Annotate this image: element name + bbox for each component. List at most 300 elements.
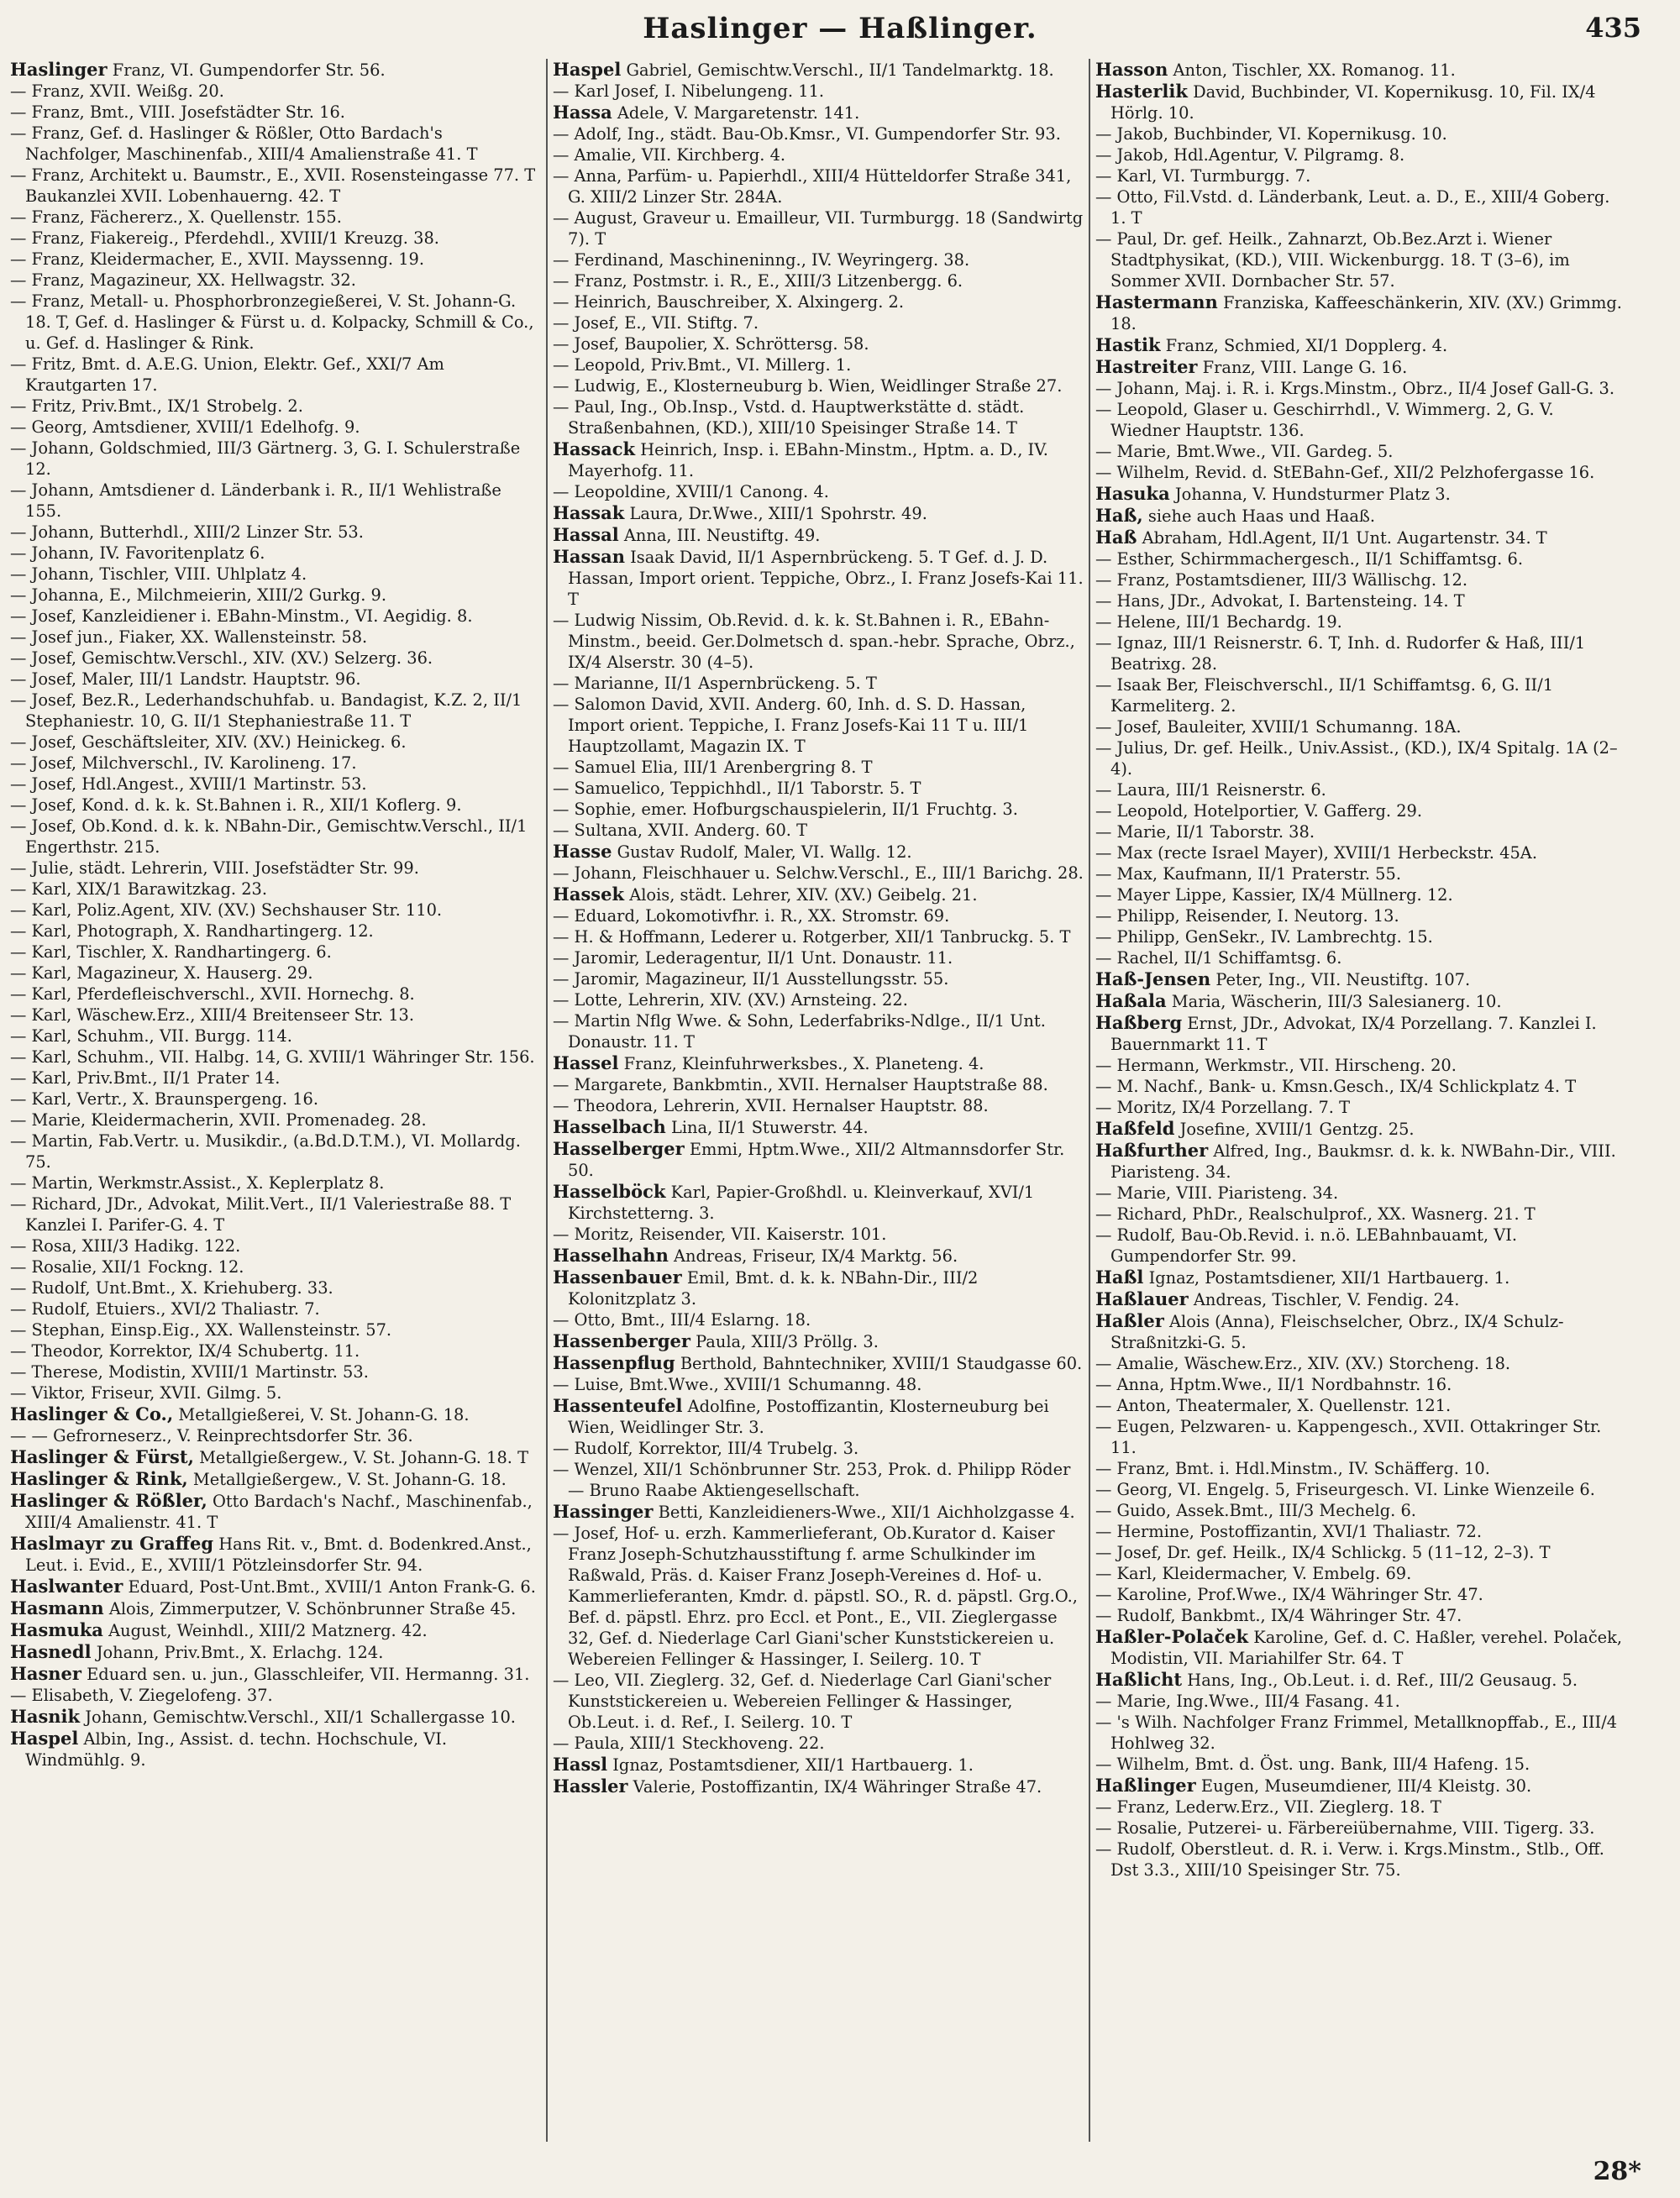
entry-details: — Johann, Amtsdiener d. Länderbank i. R., II/1 Wehlistraße 155. <box>10 480 501 521</box>
entry-surname: Hassenpflug <box>553 1352 675 1373</box>
entry-details: — Johanna, E., Milchmeierin, XIII/2 Gurkg. 9. <box>10 585 387 605</box>
entry-details: Gustav Rudolf, Maler, VI. Wallg. 12. <box>617 842 912 862</box>
directory-entry <box>10 354 541 396</box>
entry-surname: Hasuka <box>1095 483 1170 504</box>
directory-entry <box>10 585 541 606</box>
directory-entry <box>1095 123 1626 144</box>
entry-details: — Karl, XIX/1 Barawitzkag. 23. <box>10 879 268 899</box>
entry-details: — Franz, Lederw.Erz., VII. Zieglerg. 18. T <box>1095 1797 1441 1817</box>
directory-entry <box>10 417 541 438</box>
entry-details: — Franz, Bmt. i. Hdl.Minstm., IV. Schäfferg. 10. <box>1095 1459 1490 1478</box>
directory-entry <box>10 1619 541 1641</box>
entry-details: Alois (Anna), Fleischselcher, Obrz., IX/4 Schulz-Straßnitzki-G. 5. <box>1110 1312 1564 1352</box>
entry-details: Ignaz, Postamtsdiener, XII/1 Hartbauerg. 1. <box>1148 1268 1510 1288</box>
entry-surname: Haßfurther <box>1095 1140 1209 1161</box>
entry-details: Berthold, Bahntechniker, XVIII/1 Staudgasse 60. <box>680 1354 1083 1373</box>
directory-entry <box>10 1706 541 1728</box>
directory-entry <box>1095 926 1626 947</box>
directory-entry <box>10 1193 541 1235</box>
entry-details: — Viktor, Friseur, XVII. Gilmg. 5. <box>10 1383 282 1403</box>
directory-entry <box>553 207 1084 249</box>
entry-details: Adolfine, Postoffizantin, Klosterneuburg bei Wien, Weidlinger Str. 3. <box>568 1397 1049 1437</box>
entry-surname: Haßl <box>1095 1267 1144 1288</box>
entry-details: — Ferdinand, Maschineninng., IV. Weyringerg. 38. <box>553 250 970 270</box>
entry-details: — Eduard, Lokomotivfhr. i. R., XX. Stromstr. 69. <box>553 906 950 926</box>
directory-entry <box>10 249 541 270</box>
entry-details: — Marianne, II/1 Aspernbrückeng. 5. T <box>553 674 877 693</box>
directory-entry <box>10 1130 541 1172</box>
entry-surname: Hasmuka <box>10 1619 103 1640</box>
directory-entry <box>553 757 1084 778</box>
directory-entry <box>1095 399 1626 441</box>
directory-entry <box>553 144 1084 165</box>
entry-details: — Hans, JDr., Advokat, I. Bartensteing. 14. T <box>1095 591 1465 611</box>
entry-details: — Leo, VII. Zieglerg. 32, Gef. d. Niederlage Carl Giani'scher Kunststickereien u. Webereien Fellinger & Hassinger, Ob.Leut. i. d. Ref., I. Seilerg. 10. T <box>553 1671 1052 1732</box>
entry-details: — Isaak Ber, Fleischverschl., II/1 Schiffamtsg. 6, G. II/1 Karmeliterg. 2. <box>1095 675 1554 716</box>
directory-entry <box>10 963 541 984</box>
directory-entry <box>10 1382 541 1403</box>
entry-surname: Haslinger <box>10 59 108 80</box>
entry-details: — Anton, Theatermaler, X. Quellenstr. 121. <box>1095 1396 1452 1415</box>
directory-entry <box>1095 884 1626 905</box>
directory-entry <box>10 858 541 879</box>
directory-entry <box>10 1446 541 1468</box>
directory-entry <box>10 1256 541 1277</box>
entry-surname: Haslinger & Rößler, <box>10 1490 207 1511</box>
directory-entry <box>1095 905 1626 926</box>
directory-entry <box>553 841 1084 863</box>
entry-details: — Josef, Geschäftsleiter, XIV. (XV.) Heinickeg. 6. <box>10 732 407 752</box>
entry-surname: Hassek <box>553 884 625 905</box>
directory-entry <box>553 1074 1084 1095</box>
directory-entry <box>10 1685 541 1706</box>
entry-details: — Richard, JDr., Advokat, Milit.Vert., II/1 Valeriestraße 88. T Kanzlei I. Parifer-G. 4. T <box>10 1194 512 1235</box>
entry-surname: Hassenberger <box>553 1330 690 1351</box>
entry-surname: Haslwanter <box>10 1576 123 1597</box>
directory-entry <box>10 816 541 858</box>
entry-surname: Hasterlik <box>1095 81 1188 102</box>
entry-details: — Josef, Hdl.Angest., XVIII/1 Martinstr. 53. <box>10 774 367 794</box>
directory-entry <box>553 1267 1084 1309</box>
directory-entry <box>553 820 1084 841</box>
entry-details: — Josef, Kanzleidiener i. EBahn-Minstm., VI. Aegidig. 8. <box>10 606 473 626</box>
entry-details: — Heinrich, Bauschreiber, X. Alxingerg. 2. <box>553 292 905 312</box>
entry-details: Emil, Bmt. d. k. k. NBahn-Dir., III/2 Kolonitzplatz 3. <box>568 1268 979 1309</box>
directory-entry <box>10 1663 541 1685</box>
entry-details: — Leopold, Hotelportier, V. Gafferg. 29. <box>1095 801 1423 821</box>
entry-details: Otto Bardach's Nachf., Maschinenfab., XIII/4 Amalienstr. 41. T <box>25 1492 533 1532</box>
directory-entry <box>553 123 1084 144</box>
entry-surname: Hassa <box>553 102 612 123</box>
entry-surname: Hasselhahn <box>553 1245 669 1266</box>
entry-details: Maria, Wäscherin, III/3 Salesianerg. 10. <box>1171 992 1502 1011</box>
entry-details: Eduard sen. u. jun., Glasschleifer, VII. Hermanng. 31. <box>87 1665 530 1684</box>
directory-entry <box>553 968 1084 989</box>
directory-entry <box>553 524 1084 546</box>
entry-details: Eduard, Post-Unt.Bmt., XVIII/1 Anton Frank-G. 6. <box>128 1577 536 1597</box>
directory-entry <box>553 1010 1084 1052</box>
entry-surname: Hastermann <box>1095 291 1218 312</box>
entry-details: — Josef, Gemischtw.Verschl., XIV. (XV.) Selzerg. 36. <box>10 648 433 668</box>
entry-details: — — Gefrorneserz., V. Reinprechtsdorfer Str. 36. <box>10 1426 413 1445</box>
entry-details: Emmi, Hptm.Wwe., XII/2 Altmannsdorfer Str. 50. <box>568 1140 1065 1180</box>
directory-entry <box>553 1395 1084 1438</box>
entry-surname: Haßlauer <box>1095 1288 1189 1309</box>
entry-details: — Johann, IV. Favoritenplatz 6. <box>10 543 265 563</box>
entry-details: Gabriel, Gemischtw.Verschl., II/1 Tandelmarktg. 18. <box>626 60 1054 80</box>
directory-entry <box>1095 779 1626 800</box>
entry-details: Alois, städt. Lehrer, XIV. (XV.) Geibelg. 21. <box>629 885 978 905</box>
entry-surname: Haß, <box>1095 505 1143 526</box>
entry-surname: Hassack <box>553 438 636 459</box>
directory-entry <box>10 648 541 669</box>
directory-entry <box>1095 1563 1626 1584</box>
directory-entry <box>553 102 1084 123</box>
entry-surname: Haß <box>1095 527 1137 548</box>
directory-entry <box>10 1576 541 1597</box>
entry-details: Josefine, XVIII/1 Gentzg. 25. <box>1179 1120 1415 1139</box>
directory-entry <box>1095 674 1626 716</box>
entry-surname: Hasnik <box>10 1706 81 1727</box>
entry-details: Anna, III. Neustiftg. 49. <box>623 526 821 545</box>
entry-surname: Hassl <box>553 1754 608 1775</box>
entry-details: — Karl, Wäschew.Erz., XIII/4 Breitenseer Str. 13. <box>10 1005 415 1025</box>
entry-details: — Josef, E., VII. Stiftg. 7. <box>553 313 759 333</box>
entry-details: — Karl, Poliz.Agent, XIV. (XV.) Sechshauser Str. 110. <box>10 900 443 920</box>
entry-details: Franz, VI. Gumpendorfer Str. 56. <box>112 60 386 80</box>
entry-details: — Margarete, Bankbmtin., XVII. Hernalser Hauptstraße 88. <box>553 1075 1048 1094</box>
entry-details: — Karl, Photograph, X. Randhartingerg. 12. <box>10 921 374 941</box>
directory-entry <box>553 863 1084 884</box>
directory-entry <box>10 900 541 921</box>
directory-entry <box>1095 1012 1626 1055</box>
entry-details: — Karl, Schuhm., VII. Burgg. 114. <box>10 1026 292 1046</box>
entry-details: — Fritz, Priv.Bmt., IX/1 Strobelg. 2. <box>10 396 303 416</box>
entry-details: — Franz, Postmstr. i. R., E., XIII/3 Litzenbergg. 6. <box>553 271 963 291</box>
directory-entry <box>553 1116 1084 1138</box>
entry-surname: Haßlicht <box>1095 1669 1183 1690</box>
directory-entry <box>10 270 541 291</box>
entry-details: — Eugen, Pelzwaren- u. Kappengesch., XVII. Ottakringer Str. 11. <box>1095 1417 1602 1457</box>
entry-surname: Haspel <box>553 59 622 80</box>
directory-entry <box>553 438 1084 481</box>
entry-details: — Philipp, Reisender, I. Neutorg. 13. <box>1095 906 1399 926</box>
entry-details: — Franz, XVII. Weißg. 20. <box>10 81 224 101</box>
directory-entry <box>10 669 541 690</box>
entry-details: — Esther, Schirmmachergesch., II/1 Schiffamtsg. 6. <box>1095 549 1523 569</box>
directory-entry <box>10 207 541 228</box>
entry-details: Laura, Dr.Wwe., XIII/1 Spohrstr. 49. <box>629 504 927 523</box>
entry-details: — Guido, Assek.Bmt., III/3 Mechelg. 6. <box>1095 1501 1416 1520</box>
directory-entry <box>10 774 541 795</box>
directory-entry <box>553 502 1084 524</box>
entry-surname: Hasmann <box>10 1597 104 1618</box>
entry-surname: Hasner <box>10 1663 81 1684</box>
entry-details: — Wenzel, XII/1 Schönbrunner Str. 253, Prok. d. Philipp Röder — Bruno Raabe Aktiengesellschaft. <box>553 1460 1071 1500</box>
directory-entry <box>553 1438 1084 1459</box>
entry-details: — Helene, III/1 Bechardg. 19. <box>1095 612 1342 632</box>
entry-surname: Hasselböck <box>553 1181 666 1202</box>
entry-details: — Johann, Goldschmied, III/3 Gärtnerg. 3, G. I. Schulerstraße 12. <box>10 438 521 479</box>
entry-details: — Julie, städt. Lehrerin, VIII. Josefstädter Str. 99. <box>10 858 419 878</box>
directory-entry <box>1095 1712 1626 1754</box>
directory-entry <box>1095 632 1626 674</box>
entry-details: — Marie, Ing.Wwe., III/4 Fasang. 41. <box>1095 1692 1400 1711</box>
entry-details: — Rudolf, Bankbmt., IX/4 Währinger Str. 47. <box>1095 1606 1462 1625</box>
directory-entry <box>10 228 541 249</box>
directory-entry <box>1095 821 1626 842</box>
entry-details: Johann, Gemischtw.Verschl., XII/1 Schallergasse 10. <box>85 1708 516 1727</box>
directory-entry <box>1095 1521 1626 1542</box>
page-number: 435 <box>1585 12 1641 44</box>
entry-details: — Wilhelm, Revid. d. StEBahn-Gef., XII/2 Pelzhofergasse 16. <box>1095 463 1595 482</box>
directory-entry <box>10 1319 541 1340</box>
column-3 <box>1089 59 1631 2142</box>
entry-details: Johann, Priv.Bmt., X. Erlachg. 124. <box>96 1643 384 1662</box>
entry-details: — Hermine, Postoffizantin, XVI/1 Thaliastr. 72. <box>1095 1522 1482 1541</box>
entry-surname: Haßlinger <box>1095 1775 1196 1796</box>
directory-entry <box>1095 165 1626 186</box>
directory-entry <box>553 1138 1084 1181</box>
entry-details: Albin, Ing., Assist. d. techn. Hochschule, VI. Windmühlg. 9. <box>25 1729 448 1770</box>
directory-entry <box>553 1052 1084 1074</box>
entry-details: August, Weinhdl., XIII/2 Matznerg. 42. <box>108 1621 428 1640</box>
entry-surname: Hassel <box>553 1052 619 1073</box>
entry-details: — Josef jun., Fiaker, XX. Wallensteinstr. 58. <box>10 627 368 647</box>
entry-details: Paula, XIII/3 Pröllg. 3. <box>696 1332 879 1351</box>
entry-details: Andreas, Friseur, IX/4 Marktg. 56. <box>674 1246 958 1266</box>
entry-details: Franz, Schmied, XI/1 Dopplerg. 4. <box>1165 336 1448 355</box>
directory-entry <box>553 926 1084 947</box>
entry-details: — Rosalie, XII/1 Fockng. 12. <box>10 1257 244 1277</box>
running-head <box>0 7 1680 54</box>
directory-entry <box>10 690 541 732</box>
entry-details: — Philipp, GenSekr., IV. Lambrechtg. 15. <box>1095 927 1433 947</box>
entry-details: — Amalie, Wäschew.Erz., XIV. (XV.) Storcheng. 18. <box>1095 1354 1511 1373</box>
entry-details: Eugen, Museumdiener, III/4 Kleistg. 30. <box>1200 1776 1532 1796</box>
directory-entry <box>553 1352 1084 1374</box>
directory-entry <box>553 610 1084 673</box>
entry-details: — M. Nachf., Bank- u. Kmsn.Gesch., IX/4 Schlickplatz 4. T <box>1095 1077 1577 1096</box>
directory-entry <box>10 1340 541 1361</box>
directory-entry <box>10 1068 541 1089</box>
directory-entry <box>10 543 541 564</box>
directory-entry <box>1095 1839 1626 1881</box>
directory-entry <box>10 291 541 354</box>
directory-entry <box>10 102 541 123</box>
entry-details: — Adolf, Ing., städt. Bau-Ob.Kmsr., VI. Gumpendorfer Str. 93. <box>553 124 1061 144</box>
entry-details: — Rudolf, Korrektor, III/4 Trubelg. 3. <box>553 1439 859 1458</box>
directory-entry <box>1095 1118 1626 1140</box>
entry-details: — Rosa, XIII/3 Hadikg. 122. <box>10 1236 241 1256</box>
directory-entry <box>10 1089 541 1109</box>
entry-details: — Marie, II/1 Taborstr. 38. <box>1095 822 1315 842</box>
entry-details: — Moritz, Reisender, VII. Kaiserstr. 101. <box>553 1225 887 1244</box>
entry-details: Karl, Papier-Großhdl. u. Kleinverkauf, XVI/1 Kirchstetterng. 3. <box>568 1183 1035 1223</box>
entry-details: Metallgießerei, V. St. Johann-G. 18. <box>178 1405 470 1424</box>
entry-details: — Franz, Bmt., VIII. Josefstädter Str. 16. <box>10 102 345 122</box>
entry-details: — Martin, Fab.Vertr. u. Musikdir., (a.Bd.D.T.M.), VI. Mollardg. 75. <box>10 1131 521 1172</box>
column-2 <box>546 59 1089 2142</box>
directory-entry <box>1095 1310 1626 1353</box>
entry-details: — Martin, Werkmstr.Assist., X. Keplerplatz 8. <box>10 1173 385 1193</box>
entry-details: — Leopold, Priv.Bmt., VI. Millerg. 1. <box>553 355 852 375</box>
entry-details: — Jaromir, Magazineur, II/1 Ausstellungsstr. 55. <box>553 969 949 989</box>
entry-details: Hans Rit. v., Bmt. d. Bodenkred.Anst., Leut. i. Evid., E., XVIII/1 Pötzleinsdorfer Str. 94. <box>25 1534 532 1575</box>
directory-entry <box>553 905 1084 926</box>
entry-details: — Hermann, Werkmstr., VII. Hirscheng. 20. <box>1095 1056 1457 1075</box>
printer-signature: 28* <box>1593 2157 1641 2186</box>
directory-entry <box>1095 1669 1626 1691</box>
directory-entry <box>1095 1797 1626 1818</box>
directory-entry <box>10 795 541 816</box>
directory-entry <box>1095 527 1626 548</box>
directory-entry <box>553 249 1084 270</box>
entry-surname: Hasnedl <box>10 1641 92 1662</box>
entry-details: — Max (recte Israel Mayer), XVIII/1 Herbeckstr. 45A. <box>1095 843 1537 863</box>
directory-entry <box>1095 228 1626 291</box>
directory-entry <box>553 1754 1084 1776</box>
directory-entry <box>553 396 1084 438</box>
entry-details: — Rudolf, Etuiers., XVI/2 Thaliastr. 7. <box>10 1299 320 1319</box>
directory-entry <box>10 165 541 207</box>
entry-details: — Paul, Ing., Ob.Insp., Vstd. d. Hauptwerkstätte d. städt. Straßenbahnen, (KD.), XIII/10 Speisinger Straße 14. T <box>553 397 1025 438</box>
entry-details: — Laura, III/1 Reisnerstr. 6. <box>1095 780 1326 800</box>
entry-surname: Haspel <box>10 1728 79 1749</box>
directory-entry <box>553 333 1084 354</box>
entry-details: — Josef, Dr. gef. Heilk., IX/4 Schlickg. 5 (11–12, 2–3). T <box>1095 1543 1551 1562</box>
entry-details: — Franz, Magazineur, XX. Hellwagstr. 32. <box>10 270 356 290</box>
directory-entry <box>553 1523 1084 1670</box>
directory-entry <box>10 480 541 522</box>
directory-entry <box>553 947 1084 968</box>
directory-entry <box>553 291 1084 312</box>
entry-details: — Jakob, Buchbinder, VI. Kopernikusg. 10. <box>1095 124 1447 144</box>
directory-entry <box>553 1095 1084 1116</box>
directory-entry <box>553 354 1084 375</box>
entry-surname: Hasselberger <box>553 1138 685 1159</box>
directory-entry <box>10 1047 541 1068</box>
entry-details: — Georg, Amtsdiener, XVIII/1 Edelhofg. 9. <box>10 417 360 437</box>
directory-entry <box>1095 59 1626 81</box>
directory-entry <box>553 989 1084 1010</box>
entry-details: — Rudolf, Bau-Ob.Revid. i. n.ö. LEBahnbauamt, VI. Gumpendorfer Str. 99. <box>1095 1225 1518 1266</box>
directory-entry <box>1095 716 1626 737</box>
directory-entry <box>10 1468 541 1490</box>
entry-surname: Haslinger & Rink, <box>10 1468 188 1489</box>
directory-entry <box>1095 441 1626 462</box>
directory-entry <box>553 1733 1084 1754</box>
entry-details: — Johann, Fleischhauer u. Selchw.Verschl., E., III/1 Barichg. 28. <box>553 863 1084 883</box>
entry-details: — Karl, Schuhm., VII. Halbg. 14, G. XVIII/1 Währinger Str. 156. <box>10 1047 535 1067</box>
directory-entry <box>1095 1605 1626 1626</box>
directory-entry <box>10 1425 541 1446</box>
directory-entry <box>553 1181 1084 1224</box>
directory-entry <box>1095 590 1626 611</box>
directory-entry <box>1095 548 1626 569</box>
entry-details: Franziska, Kaffeeschänkerin, XIV. (XV.) Grimmg. 18. <box>1110 293 1622 333</box>
entry-details: — Lotte, Lehrerin, XIV. (XV.) Arnsteing. 22. <box>553 990 908 1010</box>
entry-details: — Karl, Magazineur, X. Hauserg. 29. <box>10 963 313 983</box>
directory-entry <box>1095 378 1626 399</box>
entry-details: — Moritz, IX/4 Porzellang. 7. T <box>1095 1098 1351 1117</box>
entry-details: — August, Graveur u. Emailleur, VII. Turmburgg. 18 (Sandwirtg 7). T <box>553 208 1084 249</box>
directory-entry <box>10 732 541 753</box>
directory-entry <box>1095 1479 1626 1500</box>
entry-surname: Hasselbach <box>553 1116 666 1137</box>
entry-details: Betti, Kanzleidieners-Wwe., XII/1 Aichholzgasse 4. <box>658 1503 1075 1522</box>
directory-entry <box>1095 1754 1626 1775</box>
entry-details: — Rosalie, Putzerei- u. Färbereiübernahme, VIII. Tigerg. 33. <box>1095 1818 1595 1838</box>
entry-details: — Franz, Metall- u. Phosphorbronzegießerei, V. St. Johann-G. 18. T, Gef. d. Haslinger & Fürst u. d. Kolpacky, Schmill & Co., u. Gef. d. Haslinger & Rink. <box>10 291 534 353</box>
directory-entry <box>553 270 1084 291</box>
directory-entry <box>1095 1691 1626 1712</box>
entry-details: David, Buchbinder, VI. Kopernikusg. 10, Fil. IX/4 Hörlg. 10. <box>1110 82 1596 123</box>
entry-details: — Rudolf, Unt.Bmt., X. Kriehuberg. 33. <box>10 1278 333 1298</box>
entry-surname: Hassinger <box>553 1501 654 1522</box>
entry-details: — Julius, Dr. gef. Heilk., Univ.Assist., (KD.), IX/4 Spitalg. 1A (2–4). <box>1095 738 1618 779</box>
directory-entry <box>553 884 1084 905</box>
entry-details: — Johann, Butterhdl., XIII/2 Linzer Str. 53. <box>10 522 364 542</box>
directory-entry <box>1095 81 1626 123</box>
directory-entry <box>10 522 541 543</box>
directory-entry <box>10 1109 541 1130</box>
entry-details: siehe auch Haas und Haaß. <box>1147 506 1376 526</box>
directory-entry <box>553 375 1084 396</box>
entry-details: — Georg, VI. Engelg. 5, Friseurgesch. VI. Linke Wienzeile 6. <box>1095 1480 1595 1499</box>
entry-details: Metallgießergew., V. St. Johann-G. 18. T <box>199 1448 529 1467</box>
entry-surname: Hastik <box>1095 334 1161 355</box>
entry-details: Adele, V. Margaretenstr. 141. <box>617 103 860 123</box>
entry-surname: Haßala <box>1095 990 1167 1011</box>
directory-entry <box>553 1374 1084 1395</box>
entry-surname: Haslinger & Co., <box>10 1403 174 1424</box>
entry-details: — Josef, Ob.Kond. d. k. k. NBahn-Dir., Gemischtw.Verschl., II/1 Engerthstr. 215. <box>10 816 528 857</box>
entry-details: — Ludwig Nissim, Ob.Revid. d. k. k. St.Bahnen i. R., EBahn-Minstm., beeid. Ger.Dolmetsch d. span.-hebr. Sprache, Obrz., IX/4 Alserstr. 30 (4–5). <box>553 611 1075 672</box>
directory-entry <box>553 799 1084 820</box>
entry-details: — Marie, Bmt.Wwe., VII. Gardeg. 5. <box>1095 442 1394 461</box>
entry-details: — Josef, Maler, III/1 Landstr. Hauptstr. 96. <box>10 669 361 689</box>
directory-entry <box>1095 1584 1626 1605</box>
entry-details: — Marie, Kleidermacherin, XVII. Promenadeg. 28. <box>10 1110 427 1130</box>
directory-entry <box>10 1361 541 1382</box>
directory-entry <box>553 1670 1084 1733</box>
entry-details: — Mayer Lippe, Kassier, IX/4 Müllnerg. 12. <box>1095 885 1453 905</box>
entry-details: — Josef, Bez.R., Lederhandschuhfab. u. Bandagist, K.Z. 2, II/1 Stephaniestr. 10, G. II/1 Stephaniestraße 11. T <box>10 690 522 731</box>
entry-details: — Franz, Fiakereig., Pferdehdl., XVIII/1 Kreuzg. 38. <box>10 228 439 248</box>
entry-details: Alfred, Ing., Baukmsr. d. k. k. NWBahn-Dir., VIII. Piaristeng. 34. <box>1110 1141 1616 1182</box>
entry-details: — Josef, Kond. d. k. k. St.Bahnen i. R., XII/1 Koflerg. 9. <box>10 795 462 815</box>
entry-details: — Karl, Pferdefleischverschl., XVII. Hornechg. 8. <box>10 984 415 1004</box>
entry-details: — Fritz, Bmt. d. A.E.G. Union, Elektr. Gef., XXI/7 Am Krautgarten 17. <box>10 354 444 395</box>
entry-surname: Haß-Jensen <box>1095 968 1211 989</box>
directory-entry <box>10 1298 541 1319</box>
directory-entry <box>10 1533 541 1576</box>
directory-entry <box>10 921 541 942</box>
directory-entry <box>10 1026 541 1047</box>
directory-entry <box>553 546 1084 610</box>
entry-details: — Karl, Kleidermacher, V. Embelg. 69. <box>1095 1564 1412 1583</box>
directory-entry <box>1095 186 1626 228</box>
directory-entry <box>1095 842 1626 863</box>
directory-entry <box>1095 1225 1626 1267</box>
directory-entry <box>10 1490 541 1533</box>
directory-entry <box>1095 968 1626 990</box>
directory-entry <box>1095 144 1626 165</box>
directory-entry <box>10 627 541 648</box>
directory-entry <box>1095 1416 1626 1458</box>
entry-details: — Sophie, emer. Hofburgschauspielerin, II/1 Fruchtg. 3. <box>553 800 1018 819</box>
